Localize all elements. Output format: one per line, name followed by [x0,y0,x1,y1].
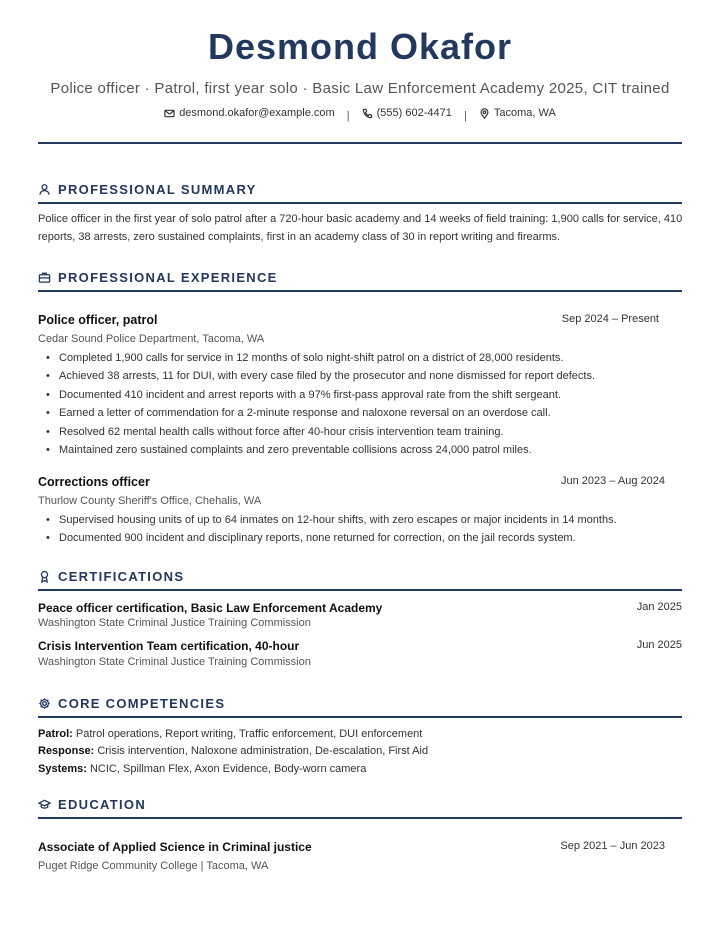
competency-row [38,763,366,775]
job-title: Police officer, patrol [38,313,158,327]
competencies-heading-text: CORE COMPETENCIES [58,695,226,711]
job-dates: Jun 2023 – Aug 2024 [561,475,665,487]
job-bullet: • Completed 1,900 calls for service in 12 months of solo night-shift patrol on a district of 28,000 residents. [46,349,682,367]
experience-divider [38,290,682,292]
job-dates: Sep 2024 – Present [561,313,659,325]
competency-row [38,745,428,757]
certifications-divider [38,589,682,591]
summary-text: Police officer in the first year of solo patrol after a 720-hour basic academy and 14 weeks of field training: 1,900 calls for service, 410 reports, 38 arrests, zero sustained complaints, first in an academy class of 30 in report writing and firearms. [38,213,683,243]
candidate-name: Desmond Okafor [207,26,513,67]
briefcase-icon [38,271,51,284]
competency-label: Systems: [38,763,87,775]
certification-title: Crisis Intervention Team certification, 40-hour [38,639,300,653]
experience-heading [38,266,682,288]
phone-icon [362,108,373,119]
contact-location-text: Tacoma, WA [493,107,556,119]
job-title: Corrections officer [38,475,150,489]
mail-icon [164,108,175,119]
competency-label: Patrol: [38,728,73,740]
job-bullet: • Earned a letter of commendation for a 2-minute response and naloxone reversal on an overdose call. [46,404,682,422]
certification-date: Jun 2025 [636,639,682,651]
certifications-heading [38,565,682,587]
competencies-heading [38,692,682,714]
job-bullet: • Maintained zero sustained complaints and zero preventable collisions across 24,000 patrol miles. [46,441,682,459]
job-bullet: • Achieved 38 arrests, 11 for DUI, with every case filed by the prosecutor and none dismissed for report defects. [46,367,682,385]
job-bullet: • Documented 410 incident and arrest reports with a 97% first-pass approval rate from the shift sergeant. [46,386,682,404]
competency-value: Crisis intervention, Naloxone administration, De-escalation, First Aid [97,745,429,757]
award-ribbon-icon [38,570,51,583]
summary-heading-text: PROFESSIONAL SUMMARY [58,181,257,197]
experience-heading-text: PROFESSIONAL EXPERIENCE [58,269,278,285]
gear-icon [38,697,51,710]
competency-label: Response: [38,745,95,757]
job-bullet: • Resolved 62 mental health calls without force after 40-hour crisis intervention team training. [46,423,682,441]
certification-issuer: Washington State Criminal Justice Training Commission [38,617,311,629]
contact-line [0,107,720,122]
location-pin-icon [479,108,490,119]
contact-separator: | [463,109,467,122]
competency-value: Patrol operations, Report writing, Traffic enforcement, DUI enforcement [75,728,423,740]
contact-location [479,107,556,119]
header-divider [38,142,682,144]
education-school: Puget Ridge Community College | Tacoma, WA [38,860,269,872]
contact-separator: | [346,109,350,122]
graduation-cap-icon [38,798,51,811]
competency-value: NCIC, Spillman Flex, Axon Evidence, Body-worn camera [89,763,367,775]
competencies-divider [38,716,682,718]
job-organization: Thurlow County Sheriff's Office, Chehalis, WA [38,495,262,507]
job-bullet: • Documented 900 incident and disciplinary reports, none returned for correction, on the jail records system. [46,529,682,547]
competency-row [38,728,422,740]
education-heading [38,793,682,815]
summary-divider [38,202,682,204]
education-dates: Sep 2021 – Jun 2023 [560,840,665,852]
contact-phone-text: (555) 602-4471 [376,107,452,119]
contact-email[interactable] [164,107,334,119]
job-bullet: • Supervised housing units of up to 64 inmates on 12-hour shifts, with zero escapes or major incidents in 14 months. [46,511,682,529]
candidate-tagline: Police officer · Patrol, first year solo · Basic Law Enforcement Academy 2025, CIT trained [50,80,670,97]
summary-heading [38,178,682,200]
person-icon [38,183,51,196]
contact-email-text: desmond.okafor@example.com [179,107,335,119]
certification-title: Peace officer certification, Basic Law Enforcement Academy [38,601,383,615]
education-degree: Associate of Applied Science in Criminal justice [38,840,312,854]
contact-phone[interactable] [362,107,452,119]
education-heading-text: EDUCATION [58,796,147,812]
job-bullet-list [46,511,682,548]
certifications-heading-text: CERTIFICATIONS [58,568,185,584]
certification-date: Jan 2025 [636,601,682,613]
education-divider [38,817,682,819]
certification-issuer: Washington State Criminal Justice Training Commission [38,656,311,668]
job-bullet-list [46,349,682,459]
job-organization: Cedar Sound Police Department, Tacoma, WA [38,333,265,345]
